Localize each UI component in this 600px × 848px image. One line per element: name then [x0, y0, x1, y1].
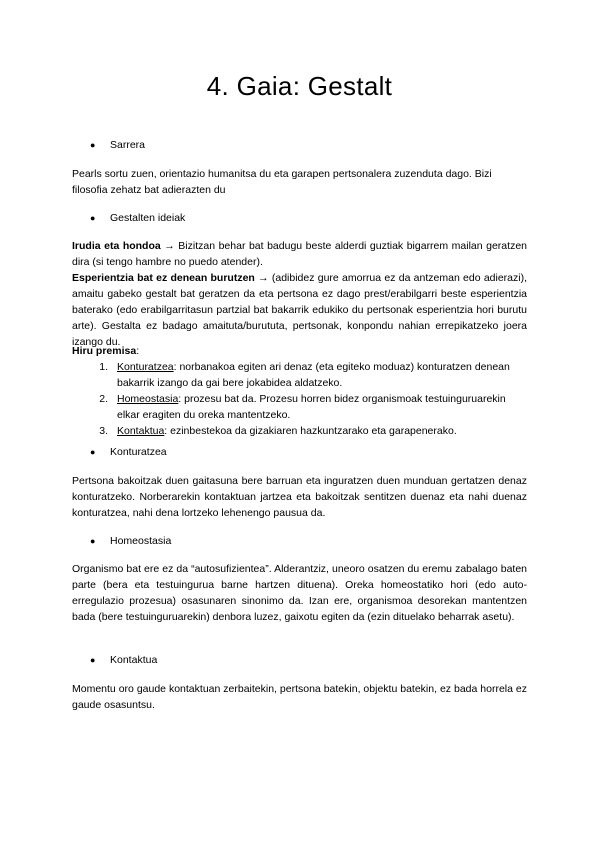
list-text — [117, 423, 527, 439]
underlined-term: Kontaktua — [117, 425, 165, 437]
underlined-term: Homeostasia — [117, 393, 179, 405]
paragraph-irudia-hondoa — [72, 238, 527, 270]
premises-list — [72, 359, 527, 439]
bullet-konturatzea — [90, 446, 167, 458]
list-desc: : prozesu bat da. Prozesu horren bidez organismoak testuinguruarekin elkar eragiten du oreka mantentzeko. — [117, 393, 506, 421]
list-text — [117, 391, 527, 423]
list-text — [117, 359, 527, 391]
list-item — [72, 391, 527, 423]
bullet-label: Sarrera — [110, 139, 146, 151]
list-item — [72, 359, 527, 391]
list-desc: : norbanakoa egiten ari denaz (eta egiteko moduaz) konturatzen denean bakarrik izango da gai bere jokabidea aldatzeko. — [117, 361, 510, 389]
list-number: 3. — [99, 425, 108, 437]
paragraph-homeostasia: Organismo bat ere ez da “autosufizientea”. Alderantziz, uneoro osatzen du eremu zabalago baten parte (bera eta testuingurua barne hartzen dituena). Oreka homeostatiko hori (edo auto-erregulazio prozesua) osasunaren sinonimo da. Izan ere, organismoa desorekan mantentzen bada (bere testuinguruarekin) denbora luzez, gaixotu egiten da (ezin dituelako beharrak asetu). — [72, 563, 527, 623]
bullet-label: Kontaktua — [110, 654, 158, 666]
paragraph-text: → Bizitzan behar bat badugu beste alderdi guztiak bigarrem mailan geratzen dira (si tengo hambre no puedo atender). — [72, 240, 527, 268]
colon: : — [136, 345, 140, 357]
list-desc: : ezinbestekoa da gizakiaren hazkuntzarako eta garapenerako. — [164, 425, 457, 437]
bullet-dot-icon: ● — [90, 536, 96, 546]
list-item — [72, 423, 527, 439]
bullet-dot-icon: ● — [90, 213, 96, 223]
bullet-dot-icon: ● — [90, 447, 96, 457]
paragraph-konturatzea: Pertsona bakoitzak duen gaitasuna bere barruan eta inguratzen duen munduan gertatzen denaz konturatzeko. Norberarekin kontaktuan jartzea eta bakoitzak sentitzen duenaz eta nahi duenaz konturatzea, nahi dena lortzeko lehenengo pausua da. — [72, 475, 527, 519]
bullet-gestalten-ideiak — [90, 212, 185, 224]
underlined-term: Konturatzea — [117, 361, 174, 373]
paragraph-esperientzia — [72, 270, 527, 350]
bullet-label: Homeostasia — [110, 535, 172, 547]
paragraph-intro: Pearls sortu zuen, orientazio humanitsa du eta garapen pertsonalera zuzenduta dago. Bizi filosofia zehatz bat adierazten du — [72, 168, 492, 196]
bold-term: Hiru premisa — [72, 345, 137, 357]
bullet-dot-icon: ● — [90, 655, 96, 665]
bullet-homeostasia — [90, 535, 171, 547]
bullet-kontaktua — [90, 654, 157, 666]
paragraph-kontaktua: Momentu oro gaude kontaktuan zerbaitekin, pertsona batekin, objektu batekin, ez bada horrela ez gaude osasuntsu. — [72, 683, 527, 711]
bullet-label: Gestalten ideiak — [110, 212, 186, 224]
bullet-sarrera — [90, 139, 145, 151]
bullet-label: Konturatzea — [110, 446, 167, 458]
paragraph-text: → (adibidez gure amorrua ez da antzeman edo adierazi), amaitu gabeko gestalt bat geratzen da eta pertsona ez dago prest/erabilgarri beste esperientzia baterako (edo erabilgarritasun partzial bat bakarrik edukiko du pertsonak esperientzia hori burutu arte). Gestalta ez badago amaituta/burututa, pertsonak, konpondu nahian errepikatzeko joera izango du. — [72, 272, 528, 348]
bold-term: Irudia eta hondoa — [72, 240, 161, 252]
list-number: 2. — [99, 393, 108, 405]
page-title: 4. Gaia: Gestalt — [206, 71, 393, 101]
bold-term: Esperientzia bat ez denean burutzen — [72, 272, 255, 284]
bullet-dot-icon: ● — [90, 140, 96, 150]
list-number: 1. — [99, 361, 108, 373]
paragraph-hiru-premisa — [72, 343, 527, 359]
